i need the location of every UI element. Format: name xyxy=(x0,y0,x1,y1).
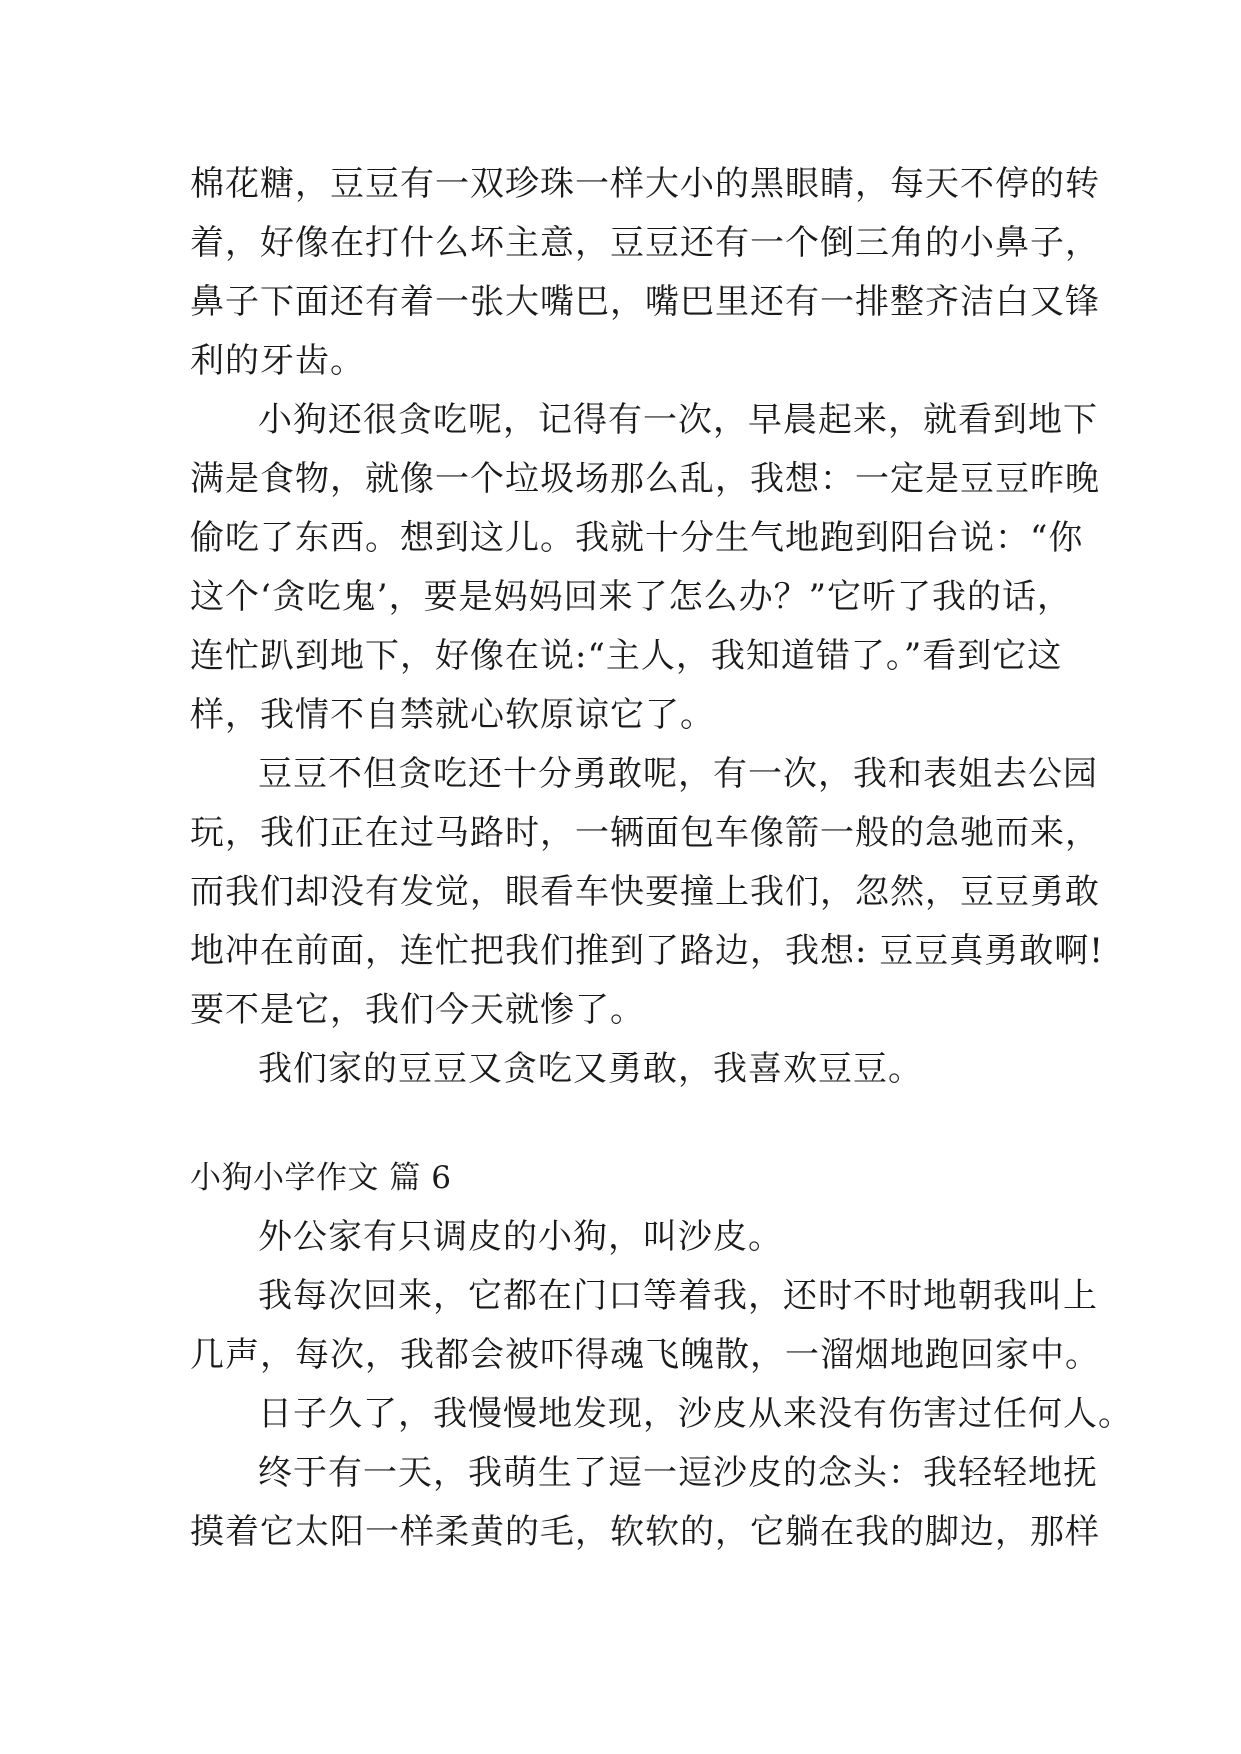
paragraph-line: 几声，每次，我都会被吓得魂飞魄散，一溜烟地跑回家中。 xyxy=(190,1335,1100,1375)
paragraph-line: 地冲在前面，连忙把我们推到了路边，我想: 豆豆真勇敢啊! xyxy=(190,931,1104,971)
paragraph-line: 满是食物，就像一个垃圾场那么乱，我想：一定是豆豆昨晚 xyxy=(190,459,1100,499)
paragraph-line: 我每次回来，它都在门口等着我，还时不时地朝我叫上 xyxy=(258,1276,1098,1316)
paragraph-line: 小狗还很贪吃呢，记得有一次，早晨起来，就看到地下 xyxy=(258,400,1098,440)
paragraph-line: 样，我情不自禁就心软原谅它了。 xyxy=(190,695,715,735)
paragraph-line: 利的牙齿。 xyxy=(190,341,365,381)
paragraph-line: 豆豆不但贪吃还十分勇敢呢，有一次，我和表姐去公园 xyxy=(258,754,1098,794)
paragraph-line: 终于有一天，我萌生了逗一逗沙皮的念头：我轻轻地抚 xyxy=(258,1453,1098,1493)
paragraph-line: 外公家有只调皮的小狗，叫沙皮。 xyxy=(258,1217,783,1257)
paragraph-line: 着，好像在打什么坏主意，豆豆还有一个倒三角的小鼻子， xyxy=(190,223,1100,263)
section-title: 小狗小学作文 篇 6 xyxy=(190,1160,452,1196)
paragraph-line: 鼻子下面还有着一张大嘴巴，嘴巴里还有一排整齐洁白又锋 xyxy=(190,282,1100,322)
paragraph-line: 连忙趴到地下，好像在说:“主人，我知道错了。”看到它这 xyxy=(190,636,1063,676)
paragraph-line: 摸着它太阳一样柔黄的毛，软软的，它躺在我的脚边，那样 xyxy=(190,1512,1100,1552)
paragraph-line: 棉花糖，豆豆有一双珍珠一样大小的黑眼睛，每天不停的转 xyxy=(190,164,1100,204)
paragraph-line: 偷吃了东西。想到这儿。我就十分生气地跑到阳台说：“你 xyxy=(190,518,1084,558)
paragraph-line: 这个‘贪吃鬼’，要是妈妈回来了怎么办？”它听了我的话， xyxy=(190,577,1072,617)
paragraph-line: 我们家的豆豆又贪吃又勇敢，我喜欢豆豆。 xyxy=(258,1049,923,1089)
paragraph-line: 而我们却没有发觉，眼看车快要撞上我们，忽然，豆豆勇敢 xyxy=(190,872,1100,912)
paragraph-line: 玩，我们正在过马路时，一辆面包车像箭一般的急驰而来， xyxy=(190,813,1100,853)
paragraph-line: 日子久了，我慢慢地发现，沙皮从来没有伤害过任何人。 xyxy=(258,1394,1133,1434)
paragraph-line: 要不是它，我们今天就惨了。 xyxy=(190,990,645,1030)
